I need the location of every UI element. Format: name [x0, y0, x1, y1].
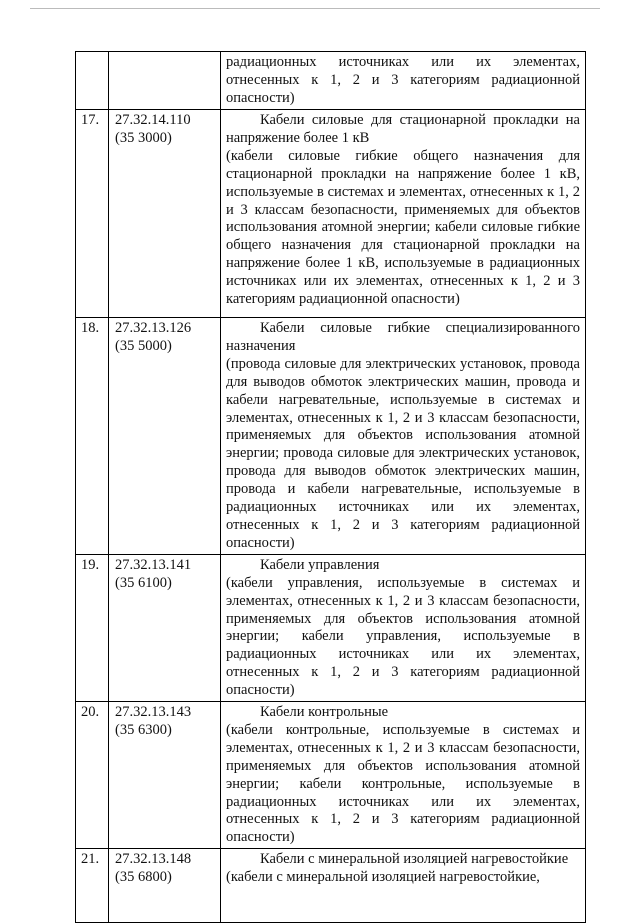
- product-title: Кабели силовые для стационарной прокладки на напряжение более 1 кВ: [226, 112, 580, 146]
- row-code-cell: [109, 702, 221, 849]
- description-body: (кабели управления, используемые в системах и элементах, отнесенных к 1, 2 и 3 классам безопасности, применяемых для объектов использования атомной энергии; кабели управления, используемые в радиационных источниках или их элементах, отнесенных к 1, 2 и 3 категориям радиационной опасности): [226, 574, 580, 699]
- row-code-cell: [109, 318, 221, 555]
- row-description: [221, 318, 586, 555]
- row-code-cell: [109, 554, 221, 701]
- row-number: 20.: [76, 702, 109, 849]
- okp-code: (35 6800): [115, 869, 172, 886]
- row-code-cell: [109, 52, 221, 110]
- product-title: Кабели управления: [260, 556, 380, 573]
- row-description: [221, 849, 586, 923]
- okpd2-code: 27.32.13.148: [115, 851, 192, 868]
- table-row: [76, 52, 586, 110]
- row-description: [221, 702, 586, 849]
- row-number: 21.: [76, 849, 109, 923]
- okp-code: (35 5000): [115, 337, 172, 354]
- okpd2-code: 27.32.13.141: [115, 556, 192, 573]
- table-row: [76, 318, 586, 555]
- description-body: (кабели силовые гибкие общего назначения для стационарной прокладки на напряжение более 1 кВ, используемые в системах и элементах, отнесенных к 1, 2 и 3 классам безопасности, применяемых для объектов использования атомной энергии; кабели силовые гибкие общего назначения для стационарной прокладки на напряжение более 1 кВ, используемые в радиационных источниках или их элементах, отнесенных к 1, 2 и 3 категориям радиационной опасности): [226, 147, 580, 308]
- product-title: Кабели с минеральной изоляцией нагревостойкие: [260, 851, 569, 868]
- row-description: [221, 110, 586, 318]
- cable-products-table: [75, 51, 586, 923]
- description-body: радиационных источниках или их элементах, отнесенных к 1, 2 и 3 категориям радиационной опасности): [226, 54, 580, 106]
- okpd2-code: 27.32.13.143: [115, 704, 192, 721]
- table-row: [76, 110, 586, 318]
- table-row: [76, 554, 586, 701]
- okp-code: (35 6300): [115, 721, 172, 738]
- row-number: 17.: [76, 110, 109, 318]
- product-title: Кабели контрольные: [260, 704, 389, 721]
- product-title: Кабели силовые гибкие специализированного назначения: [226, 320, 580, 354]
- row-description: [221, 52, 586, 110]
- okp-code: (35 3000): [115, 129, 172, 146]
- description-body: (провода силовые для электрических установок, провода для выводов обмоток электрических машин, провода и кабели нагревательные, используемые в системах и элементах, отнесенных к 1, 2 и 3 классам безопасности, применяемых для объектов использования атомной энергии; провода силовые для электрических установок, провода для выводов обмоток электрических машин, провода и кабели нагревательные, используемые в радиационных источниках или их элементах, отнесенных к 1, 2 и 3 категориям радиационной опасности): [226, 355, 580, 551]
- okpd2-code: 27.32.13.126: [115, 320, 192, 336]
- table-row: [76, 849, 586, 923]
- okpd2-code: 27.32.14.110: [115, 112, 191, 128]
- row-number: [76, 52, 109, 110]
- page-top-edge: [30, 8, 600, 9]
- table-row: [76, 702, 586, 849]
- row-number: 19.: [76, 554, 109, 701]
- row-code-cell: [109, 110, 221, 318]
- row-number: 18.: [76, 318, 109, 555]
- okp-code: (35 6100): [115, 574, 172, 591]
- description-body: (кабели контрольные, используемые в системах и элементах, отнесенных к 1, 2 и 3 классам безопасности, применяемых для объектов использования атомной энергии; кабели контрольные, используемые в радиационных источниках или их элементах, отнесенных к 1, 2 и 3 категориям радиационной опасности): [226, 721, 580, 846]
- description-body: (кабели с минеральной изоляцией нагревостойкие,: [226, 869, 540, 886]
- row-description: [221, 554, 586, 701]
- row-code-cell: [109, 849, 221, 923]
